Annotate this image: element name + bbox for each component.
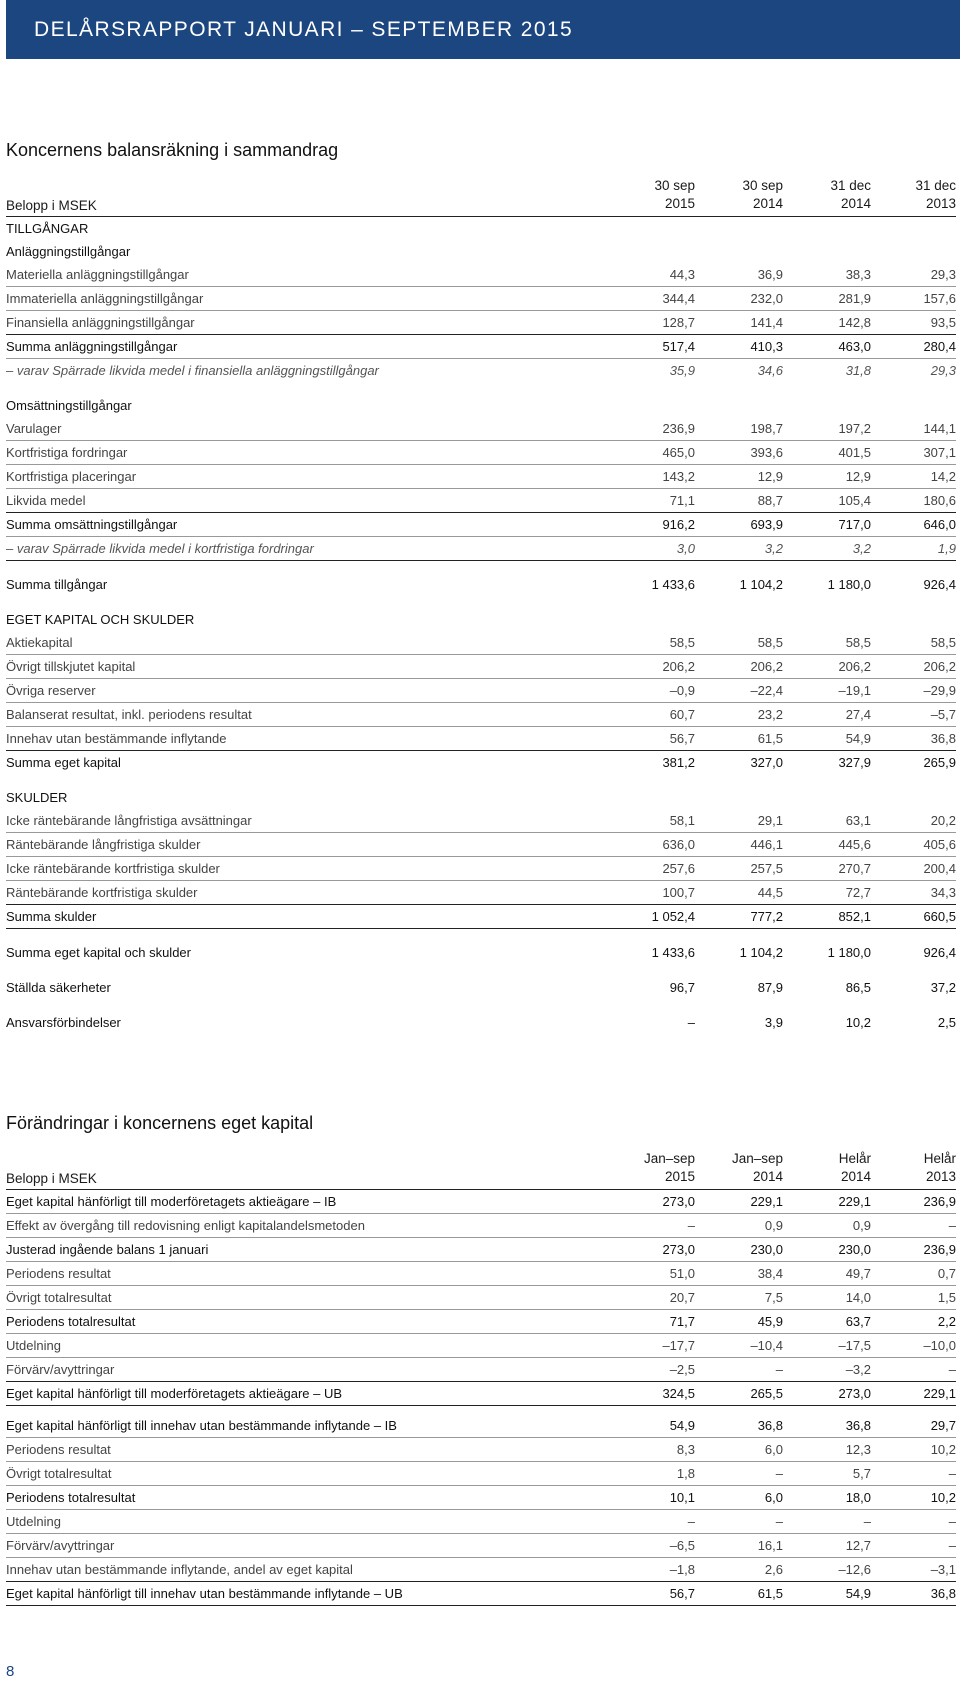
row-value: 71,7	[669, 1314, 695, 1329]
row-value: 1,8	[676, 1466, 695, 1481]
row-value: 852,1	[838, 909, 871, 924]
row-value: 10,1	[669, 1490, 695, 1505]
row-spacer	[6, 774, 956, 786]
row-value: 61,5	[757, 731, 783, 746]
table-row	[6, 857, 956, 881]
table-row	[6, 1382, 956, 1406]
row-label: Räntebärande kortfristiga skulder	[6, 885, 198, 900]
row-label: Summa skulder	[6, 909, 97, 924]
row-value: 23,2	[757, 707, 783, 722]
row-label: Innehav utan bestämmande inflytande	[6, 731, 227, 746]
column-heading: 31 dec 2013	[915, 178, 956, 211]
row-value: 463,0	[838, 339, 871, 354]
row-value: 93,5	[930, 315, 956, 330]
row-value: 49,7	[845, 1266, 871, 1281]
row-label: Summa eget kapital och skulder	[6, 945, 191, 960]
table-row	[6, 703, 956, 727]
row-label: Kortfristiga placeringar	[6, 469, 137, 484]
row-spacer	[6, 382, 956, 394]
column-heading: Jan–sep 2015	[643, 1151, 695, 1184]
row-value: –	[948, 1362, 956, 1377]
balance-column-header	[6, 170, 956, 217]
row-spacer	[6, 999, 956, 1011]
row-value: 5,7	[852, 1466, 871, 1481]
row-value: 44,5	[757, 885, 783, 900]
row-value: –17,5	[838, 1338, 871, 1353]
row-value: 142,8	[838, 315, 871, 330]
row-value: 0,9	[852, 1218, 871, 1233]
balance-sheet-section	[6, 140, 956, 1034]
row-value: 51,0	[669, 1266, 695, 1281]
table-row	[6, 287, 956, 311]
row-value: 180,6	[923, 493, 956, 508]
table-row	[6, 263, 956, 287]
equity-changes-title: Förändringar i koncernens eget kapital	[6, 1113, 314, 1133]
row-value: 105,4	[838, 493, 871, 508]
row-label: Periodens resultat	[6, 1442, 111, 1457]
table-row	[6, 465, 956, 489]
row-value: 100,7	[662, 885, 695, 900]
row-spacer	[6, 596, 956, 608]
row-value: 445,6	[838, 837, 871, 852]
table-row	[6, 1262, 956, 1286]
row-value: 280,4	[923, 339, 956, 354]
table-row	[6, 537, 956, 561]
row-label: Utdelning	[6, 1514, 61, 1529]
row-label: Räntebärande långfristiga skulder	[6, 837, 201, 852]
row-label: Anläggningstillgångar	[6, 244, 131, 259]
table-row	[6, 1214, 956, 1238]
row-value: 197,2	[838, 421, 871, 436]
row-label: Varulager	[6, 421, 62, 436]
row-value: 236,9	[662, 421, 695, 436]
row-value: 71,1	[669, 493, 695, 508]
row-value: 0,7	[937, 1266, 956, 1281]
row-spacer	[6, 1406, 956, 1414]
row-label: – varav Spärrade likvida medel i kortfristiga fordringar	[6, 541, 314, 556]
row-value: 88,7	[757, 493, 783, 508]
row-label: Övriga reserver	[6, 683, 96, 698]
row-value: 1 052,4	[651, 909, 695, 924]
row-value: 29,3	[930, 267, 956, 282]
table-row	[6, 881, 956, 905]
row-value: –10,0	[923, 1338, 956, 1353]
table-row	[6, 311, 956, 335]
row-label: TILLGÅNGAR	[6, 221, 89, 236]
amount-label: Belopp i MSEK	[6, 198, 97, 213]
row-value: –5,7	[930, 707, 956, 722]
table-row	[6, 905, 956, 929]
row-value: 236,9	[923, 1242, 956, 1257]
table-row	[6, 941, 956, 964]
table-row	[6, 359, 956, 382]
balance-table-body	[6, 217, 956, 1034]
row-value: 8,3	[676, 1442, 695, 1457]
row-value: 229,1	[923, 1386, 956, 1401]
row-label: Eget kapital hänförligt till moderföretagets aktieägare – IB	[6, 1194, 337, 1209]
row-label: Icke räntebärande kortfristiga skulder	[6, 861, 220, 876]
row-label: Aktiekapital	[6, 635, 73, 650]
row-value: –	[948, 1538, 956, 1553]
row-value: 29,1	[757, 813, 783, 828]
row-label: Övrigt totalresultat	[6, 1466, 112, 1481]
table-row	[6, 573, 956, 596]
table-row	[6, 394, 956, 417]
row-label: Summa tillgångar	[6, 577, 108, 592]
table-row	[6, 727, 956, 751]
row-value: 58,5	[930, 635, 956, 650]
report-title: DELÅRSRAPPORT JANUARI – SEPTEMBER 2015	[34, 18, 574, 41]
row-value: 206,2	[662, 659, 695, 674]
table-row	[6, 1310, 956, 1334]
column-heading: 30 sep 2014	[742, 178, 783, 211]
row-value: –	[948, 1514, 956, 1529]
row-label: Kortfristiga fordringar	[6, 445, 128, 460]
table-row	[6, 441, 956, 465]
table-row	[6, 976, 956, 999]
row-label: Finansiella anläggningstillgångar	[6, 315, 195, 330]
row-value: 37,2	[930, 980, 956, 995]
row-value: 636,0	[662, 837, 695, 852]
row-value: 198,7	[750, 421, 783, 436]
row-value: 38,4	[757, 1266, 783, 1281]
row-value: 20,2	[930, 813, 956, 828]
row-value: 56,7	[669, 731, 695, 746]
row-value: 12,9	[757, 469, 783, 484]
table-row	[6, 1510, 956, 1534]
row-value: 3,9	[764, 1015, 783, 1030]
row-value: 257,6	[662, 861, 695, 876]
report-header	[6, 0, 960, 59]
table-row	[6, 1534, 956, 1558]
row-label: Effekt av övergång till redovisning enligt kapitalandelsmetoden	[6, 1218, 365, 1233]
row-value: –2,5	[669, 1362, 695, 1377]
row-value: 327,9	[838, 755, 871, 770]
row-value: –	[948, 1466, 956, 1481]
row-value: 281,9	[838, 291, 871, 306]
row-value: 6,0	[764, 1442, 783, 1457]
row-value: 344,4	[662, 291, 695, 306]
row-value: 86,5	[845, 980, 871, 995]
row-value: 35,9	[669, 363, 695, 378]
table-row	[6, 833, 956, 857]
table-row	[6, 1334, 956, 1358]
table-row	[6, 1011, 956, 1034]
table-row	[6, 1438, 956, 1462]
row-value: 54,9	[669, 1418, 695, 1433]
row-value: 58,1	[669, 813, 695, 828]
row-value: 270,7	[838, 861, 871, 876]
page-number: 8	[6, 1663, 15, 1680]
row-label: EGET KAPITAL OCH SKULDER	[6, 612, 195, 627]
row-value: 307,1	[923, 445, 956, 460]
row-value: 0,9	[764, 1218, 783, 1233]
table-row	[6, 608, 956, 631]
row-value: –12,6	[838, 1562, 871, 1577]
column-heading: 31 dec 2014	[830, 178, 871, 211]
row-value: 1 433,6	[651, 577, 695, 592]
row-value: –	[775, 1466, 783, 1481]
row-value: –6,5	[669, 1538, 695, 1553]
row-value: 63,7	[845, 1314, 871, 1329]
row-value: 1,9	[937, 541, 956, 556]
row-value: 273,0	[662, 1242, 695, 1257]
row-value: –19,1	[838, 683, 871, 698]
row-value: 401,5	[838, 445, 871, 460]
row-value: –	[948, 1218, 956, 1233]
row-value: 54,9	[845, 1586, 871, 1601]
row-value: 926,4	[923, 577, 956, 592]
row-label: Övrigt tillskjutet kapital	[6, 659, 136, 674]
row-label: Innehav utan bestämmande inflytande, andel av eget kapital	[6, 1562, 353, 1577]
column-heading: Jan–sep 2014	[731, 1151, 783, 1184]
row-label: Eget kapital hänförligt till innehav utan bestämmande inflytande – IB	[6, 1418, 397, 1433]
row-value: 10,2	[845, 1015, 871, 1030]
equity-column-header	[6, 1143, 956, 1190]
row-value: 1,5	[937, 1290, 956, 1305]
row-value: 273,0	[838, 1386, 871, 1401]
table-row	[6, 1414, 956, 1438]
table-row	[6, 631, 956, 655]
row-value: 34,6	[757, 363, 783, 378]
row-label: Ställda säkerheter	[6, 980, 111, 995]
table-row	[6, 679, 956, 703]
row-value: 31,8	[845, 363, 871, 378]
row-label: Periodens totalresultat	[6, 1490, 136, 1505]
row-value: 257,5	[750, 861, 783, 876]
column-heading: Helår 2014	[838, 1151, 871, 1184]
balance-sheet-title: Koncernens balansräkning i sammandrag	[6, 140, 339, 160]
table-row	[6, 809, 956, 833]
row-value: 128,7	[662, 315, 695, 330]
row-value: 206,2	[838, 659, 871, 674]
table-row	[6, 751, 956, 774]
row-label: Ansvarsförbindelser	[6, 1015, 121, 1030]
row-value: 206,2	[923, 659, 956, 674]
table-row	[6, 1238, 956, 1262]
row-value: 58,5	[845, 635, 871, 650]
row-value: –	[687, 1514, 695, 1529]
row-label: Omsättningstillgångar	[6, 398, 132, 413]
row-value: 12,3	[845, 1442, 871, 1457]
row-value: 12,9	[845, 469, 871, 484]
row-value: 2,5	[937, 1015, 956, 1030]
row-value: 229,1	[838, 1194, 871, 1209]
row-value: 265,9	[923, 755, 956, 770]
row-value: 1 104,2	[739, 577, 783, 592]
column-heading: 30 sep 2015	[654, 178, 695, 211]
row-value: 646,0	[923, 517, 956, 532]
table-row	[6, 1286, 956, 1310]
row-value: 29,7	[930, 1418, 956, 1433]
row-value: –17,7	[662, 1338, 695, 1353]
row-value: 230,0	[838, 1242, 871, 1257]
row-value: –	[687, 1015, 695, 1030]
row-value: 229,1	[750, 1194, 783, 1209]
table-row	[6, 1190, 956, 1214]
row-value: –	[775, 1362, 783, 1377]
row-value: –	[687, 1218, 695, 1233]
row-label: Balanserat resultat, inkl. periodens resultat	[6, 707, 252, 722]
row-value: –	[863, 1514, 871, 1529]
row-value: 6,0	[764, 1490, 783, 1505]
table-row	[6, 417, 956, 441]
row-value: 1 180,0	[827, 577, 871, 592]
row-value: 236,9	[923, 1194, 956, 1209]
row-value: 465,0	[662, 445, 695, 460]
row-value: 58,5	[669, 635, 695, 650]
row-value: 143,2	[662, 469, 695, 484]
row-value: 45,9	[757, 1314, 783, 1329]
row-value: 324,5	[662, 1386, 695, 1401]
row-value: –3,2	[845, 1362, 871, 1377]
row-value: 517,4	[662, 339, 695, 354]
equity-table-body	[6, 1190, 956, 1606]
row-value: 327,0	[750, 755, 783, 770]
row-value: 3,2	[764, 541, 783, 556]
row-value: 144,1	[923, 421, 956, 436]
amount-label: Belopp i MSEK	[6, 1171, 97, 1186]
row-value: –1,8	[669, 1562, 695, 1577]
row-label: Förvärv/avyttringar	[6, 1538, 115, 1553]
row-label: Övrigt totalresultat	[6, 1290, 112, 1305]
row-value: 2,6	[764, 1562, 783, 1577]
row-value: 693,9	[750, 517, 783, 532]
row-value: –0,9	[669, 683, 695, 698]
row-value: 96,7	[669, 980, 695, 995]
row-value: 393,6	[750, 445, 783, 460]
row-value: 61,5	[757, 1586, 783, 1601]
row-value: 7,5	[764, 1290, 783, 1305]
row-value: 38,3	[845, 267, 871, 282]
row-value: 1 433,6	[651, 945, 695, 960]
row-label: SKULDER	[6, 790, 68, 805]
row-value: 27,4	[845, 707, 871, 722]
row-value: 56,7	[669, 1586, 695, 1601]
row-value: 926,4	[923, 945, 956, 960]
row-label: Summa eget kapital	[6, 755, 121, 770]
table-row	[6, 655, 956, 679]
row-value: –29,9	[923, 683, 956, 698]
row-value: 87,9	[757, 980, 783, 995]
row-value: 36,8	[845, 1418, 871, 1433]
row-value: 141,4	[750, 315, 783, 330]
row-label: Förvärv/avyttringar	[6, 1362, 115, 1377]
row-value: 36,8	[930, 731, 956, 746]
row-value: 36,8	[930, 1586, 956, 1601]
row-label: Periodens totalresultat	[6, 1314, 136, 1329]
row-value: 29,3	[930, 363, 956, 378]
row-value: 54,9	[845, 731, 871, 746]
row-label: Summa omsättningstillgångar	[6, 517, 178, 532]
table-row	[6, 335, 956, 359]
row-value: 446,1	[750, 837, 783, 852]
row-value: 265,5	[750, 1386, 783, 1401]
row-spacer	[6, 929, 956, 941]
row-label: Summa anläggningstillgångar	[6, 339, 178, 354]
table-row	[6, 489, 956, 513]
row-value: 2,2	[937, 1314, 956, 1329]
row-value: 381,2	[662, 755, 695, 770]
row-value: 72,7	[845, 885, 871, 900]
row-value: 1 180,0	[827, 945, 871, 960]
row-value: 3,0	[676, 541, 695, 556]
row-spacer	[6, 964, 956, 976]
row-label: Likvida medel	[6, 493, 86, 508]
row-label: Utdelning	[6, 1338, 61, 1353]
row-label: Eget kapital hänförligt till innehav utan bestämmande inflytande – UB	[6, 1586, 403, 1601]
row-value: 405,6	[923, 837, 956, 852]
row-label: – varav Spärrade likvida medel i finansiella anläggningstillgångar	[6, 363, 379, 378]
table-row	[6, 240, 956, 263]
row-value: 36,8	[757, 1418, 783, 1433]
row-value: 63,1	[845, 813, 871, 828]
row-value: 58,5	[757, 635, 783, 650]
table-row	[6, 513, 956, 537]
row-value: 20,7	[669, 1290, 695, 1305]
row-label: Eget kapital hänförligt till moderföretagets aktieägare – UB	[6, 1386, 343, 1401]
row-label: Periodens resultat	[6, 1266, 111, 1281]
row-value: 206,2	[750, 659, 783, 674]
row-value: 232,0	[750, 291, 783, 306]
equity-changes-section	[6, 1113, 956, 1606]
row-value: 273,0	[662, 1194, 695, 1209]
row-value: 10,2	[930, 1490, 956, 1505]
row-value: 916,2	[662, 517, 695, 532]
row-value: 44,3	[669, 267, 695, 282]
row-value: 200,4	[923, 861, 956, 876]
row-label: Justerad ingående balans 1 januari	[6, 1242, 209, 1257]
row-value: 14,2	[930, 469, 956, 484]
row-value: –	[775, 1514, 783, 1529]
row-value: 660,5	[923, 909, 956, 924]
row-value: 157,6	[923, 291, 956, 306]
row-label: Materiella anläggningstillgångar	[6, 267, 189, 282]
row-value: 410,3	[750, 339, 783, 354]
row-value: 10,2	[930, 1442, 956, 1457]
table-row	[6, 1558, 956, 1582]
table-row	[6, 786, 956, 809]
row-spacer	[6, 561, 956, 573]
row-value: 12,7	[845, 1538, 871, 1553]
table-row	[6, 1358, 956, 1382]
row-value: 36,9	[757, 267, 783, 282]
row-value: 230,0	[750, 1242, 783, 1257]
row-value: 16,1	[757, 1538, 783, 1553]
row-value: 14,0	[845, 1290, 871, 1305]
row-value: 777,2	[750, 909, 783, 924]
row-label: Immateriella anläggningstillgångar	[6, 291, 204, 306]
row-value: –22,4	[750, 683, 783, 698]
row-label: Icke räntebärande långfristiga avsättningar	[6, 813, 252, 828]
row-value: –3,1	[930, 1562, 956, 1577]
table-row	[6, 1462, 956, 1486]
row-value: –10,4	[750, 1338, 783, 1353]
row-value: 717,0	[838, 517, 871, 532]
row-value: 1 104,2	[739, 945, 783, 960]
row-value: 34,3	[930, 885, 956, 900]
table-row	[6, 217, 956, 240]
row-value: 3,2	[852, 541, 871, 556]
row-value: 18,0	[845, 1490, 871, 1505]
table-row	[6, 1582, 956, 1606]
row-value: 60,7	[669, 707, 695, 722]
column-heading: Helår 2013	[923, 1151, 956, 1184]
table-row	[6, 1486, 956, 1510]
